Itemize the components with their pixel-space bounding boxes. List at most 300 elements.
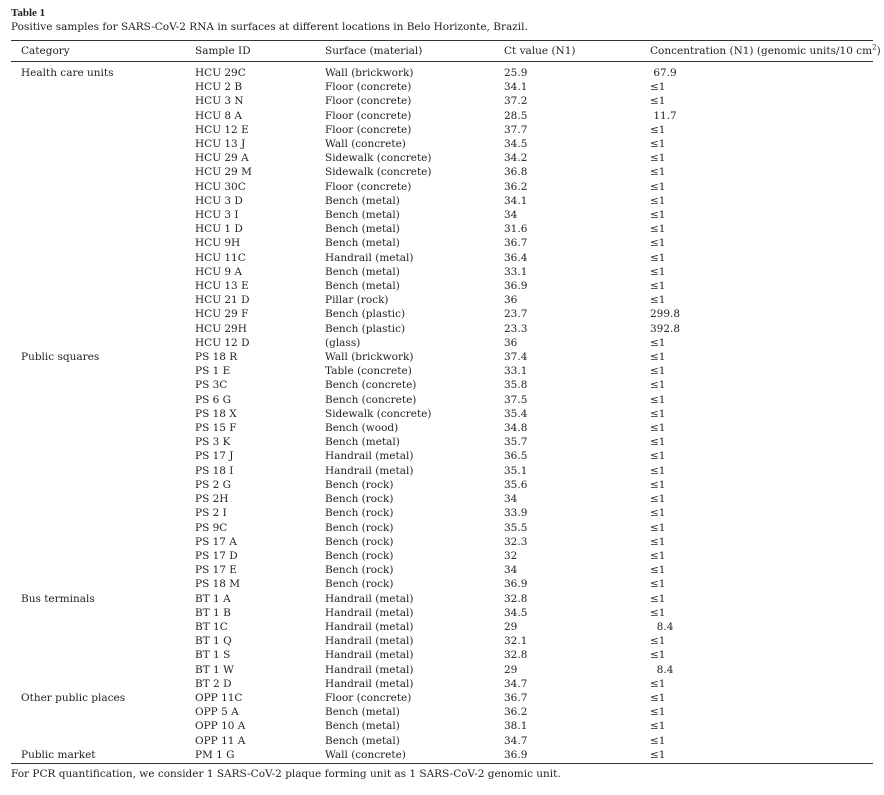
cell-concentration: 67.9 <box>650 67 677 79</box>
cell-ct-value: 34.5 <box>504 606 528 619</box>
cell-concentration: ≤1 <box>650 180 666 193</box>
cell-category <box>11 307 195 321</box>
cell-ct-value: 37.2 <box>504 95 528 108</box>
cell-ct-value: 36.9 <box>504 578 528 591</box>
table-footnote: For PCR quantification, we consider 1 SARS-CoV-2 plaque forming unit as 1 SARS-CoV-2 genomic unit. <box>11 767 561 780</box>
cell-sample-id: PS 3C <box>195 379 228 392</box>
cell-category: Public squares <box>21 351 100 364</box>
cell-surface: Wall (brickwork) <box>325 351 414 364</box>
cell-concentration: ≤1 <box>650 251 666 264</box>
cell-sample-id: PS 3 K <box>195 436 231 449</box>
cell-category <box>11 336 195 350</box>
cell-ct-value: 34.8 <box>504 422 528 435</box>
cell-ct-value: 35.1 <box>504 464 528 477</box>
table-caption: Positive samples for SARS-CoV-2 RNA in surfaces at different locations in Belo Horizonte, Brazil. <box>11 21 528 33</box>
cell-ct-value: 34.5 <box>504 138 528 151</box>
cell-ct-value: 34.2 <box>504 152 528 165</box>
table-row <box>11 151 873 165</box>
cell-ct-value: 36 <box>504 294 518 307</box>
cell-sample-id: BT 1C <box>195 620 228 633</box>
cell-ct-value: 34 <box>504 209 518 222</box>
table-row <box>11 563 873 577</box>
cell-surface: Bench (metal) <box>325 706 400 719</box>
table-row <box>11 165 873 179</box>
cell-category <box>11 492 195 506</box>
cell-surface: Bench (rock) <box>325 507 394 520</box>
cell-ct-value: 32.1 <box>504 635 528 648</box>
table-row <box>11 62 873 81</box>
table-row <box>11 521 873 535</box>
cell-ct-value: 34 <box>504 564 518 577</box>
cell-category <box>11 378 195 392</box>
cell-concentration: ≤1 <box>650 280 666 293</box>
cell-sample-id: HCU 29H <box>195 322 247 335</box>
cell-surface: Bench (metal) <box>325 194 400 207</box>
table-row <box>11 407 873 421</box>
cell-concentration: 8.4 <box>650 620 674 633</box>
cell-sample-id: PS 18 I <box>195 464 234 477</box>
table-row <box>11 94 873 108</box>
table-row <box>11 734 873 748</box>
cell-sample-id: HCU 3 N <box>195 95 244 108</box>
cell-ct-value: 35.7 <box>504 436 528 449</box>
table-row <box>11 322 873 336</box>
cell-surface: Bench (metal) <box>325 734 400 747</box>
cell-sample-id: BT 1 B <box>195 606 231 619</box>
cell-concentration: ≤1 <box>650 564 666 577</box>
cell-sample-id: HCU 29 M <box>195 166 252 179</box>
cell-sample-id: PS 17 A <box>195 535 237 548</box>
cell-sample-id: PS 2H <box>195 493 229 506</box>
cell-concentration: 392.8 <box>650 322 681 335</box>
cell-ct-value: 32.8 <box>504 649 528 662</box>
cell-category <box>11 648 195 662</box>
cell-surface: Floor (concrete) <box>325 109 412 122</box>
cell-sample-id: PS 2 I <box>195 507 227 520</box>
header-concentration <box>650 41 881 62</box>
samples-table <box>11 40 881 764</box>
cell-ct-value: 23.3 <box>504 322 528 335</box>
cell-category <box>11 620 195 634</box>
cell-category <box>11 393 195 407</box>
cell-concentration: ≤1 <box>650 549 666 562</box>
cell-concentration: ≤1 <box>650 521 666 534</box>
cell-category <box>11 421 195 435</box>
cell-sample-id: PS 18 X <box>195 407 237 420</box>
cell-category: Public market <box>21 748 96 761</box>
cell-sample-id: HCU 1 D <box>195 223 243 236</box>
cell-surface: Bench (plastic) <box>325 308 406 321</box>
table-row <box>11 393 873 407</box>
table-row <box>11 449 873 463</box>
cell-concentration: ≤1 <box>650 691 666 704</box>
cell-sample-id: PS 15 F <box>195 422 237 435</box>
cell-concentration: ≤1 <box>650 194 666 207</box>
cell-concentration: ≤1 <box>650 478 666 491</box>
cell-sample-id: PS 1 E <box>195 365 231 378</box>
table-row <box>11 577 873 591</box>
table-row <box>11 336 873 350</box>
header-concentration-close: ) <box>876 45 881 57</box>
cell-ct-value: 36.7 <box>504 237 528 250</box>
cell-category <box>11 279 195 293</box>
cell-surface: Handrail (metal) <box>325 450 414 463</box>
table-row <box>11 236 873 250</box>
cell-category <box>11 137 195 151</box>
header-row <box>11 41 873 62</box>
cell-surface: Bench (rock) <box>325 564 394 577</box>
cell-ct-value: 34.1 <box>504 81 528 94</box>
cell-ct-value: 36.5 <box>504 450 528 463</box>
cell-sample-id: OPP 5 A <box>195 706 239 719</box>
cell-concentration: ≤1 <box>650 379 666 392</box>
table-row <box>11 549 873 563</box>
table-row <box>11 350 873 364</box>
table-row <box>11 208 873 222</box>
cell-ct-value: 36.2 <box>504 706 528 719</box>
table-row <box>11 180 873 194</box>
cell-sample-id: OPP 11C <box>195 691 243 704</box>
cell-concentration: ≤1 <box>650 209 666 222</box>
cell-sample-id: HCU 29 A <box>195 152 249 165</box>
cell-surface: Bench (rock) <box>325 578 394 591</box>
cell-concentration: ≤1 <box>650 351 666 364</box>
cell-category <box>11 151 195 165</box>
header-ct-value: Ct value (N1) <box>504 45 576 57</box>
cell-surface: Wall (brickwork) <box>325 67 414 79</box>
cell-surface: Handrail (metal) <box>325 620 414 633</box>
header-sample-id: Sample ID <box>195 45 251 57</box>
cell-ct-value: 34.7 <box>504 677 528 690</box>
cell-category <box>11 194 195 208</box>
table-row <box>11 435 873 449</box>
cell-category <box>11 165 195 179</box>
cell-category <box>11 435 195 449</box>
cell-ct-value: 31.6 <box>504 223 528 236</box>
cell-surface: Bench (metal) <box>325 436 400 449</box>
cell-surface: Sidewalk (concrete) <box>325 407 432 420</box>
cell-category <box>11 236 195 250</box>
table-row <box>11 421 873 435</box>
cell-surface: Bench (metal) <box>325 265 400 278</box>
header-category: Category <box>21 45 70 57</box>
cell-surface: (glass) <box>325 336 361 349</box>
cell-concentration: ≤1 <box>650 166 666 179</box>
cell-category: Bus terminals <box>21 592 95 605</box>
cell-sample-id: HCU 12 D <box>195 336 250 349</box>
cell-ct-value: 32.3 <box>504 535 528 548</box>
cell-surface: Handrail (metal) <box>325 649 414 662</box>
cell-concentration: ≤1 <box>650 95 666 108</box>
cell-surface: Sidewalk (concrete) <box>325 166 432 179</box>
cell-sample-id: PS 18 R <box>195 351 238 364</box>
cell-surface: Floor (concrete) <box>325 180 412 193</box>
cell-concentration: ≤1 <box>650 407 666 420</box>
cell-surface: Handrail (metal) <box>325 251 414 264</box>
cell-surface: Bench (metal) <box>325 237 400 250</box>
cell-concentration: ≤1 <box>650 152 666 165</box>
header-surface: Surface (material) <box>325 45 423 57</box>
header-concentration-superscript: 2 <box>872 43 877 52</box>
cell-sample-id: HCU 2 B <box>195 81 243 94</box>
cell-category <box>11 634 195 648</box>
table-row <box>11 222 873 236</box>
table-row <box>11 748 873 764</box>
cell-ct-value: 37.4 <box>504 351 528 364</box>
cell-category <box>11 521 195 535</box>
table-header <box>11 41 881 62</box>
cell-category <box>11 109 195 123</box>
cell-category <box>11 606 195 620</box>
table-row <box>11 364 873 378</box>
cell-sample-id: BT 2 D <box>195 677 232 690</box>
cell-ct-value: 36.8 <box>504 166 528 179</box>
cell-surface: Bench (metal) <box>325 720 400 733</box>
cell-concentration: ≤1 <box>650 436 666 449</box>
cell-ct-value: 29 <box>504 620 518 633</box>
cell-category <box>11 705 195 719</box>
cell-surface: Wall (concrete) <box>325 748 406 761</box>
table-row <box>11 677 873 691</box>
cell-surface: Handrail (metal) <box>325 677 414 690</box>
cell-category <box>11 293 195 307</box>
cell-surface: Bench (concrete) <box>325 379 417 392</box>
cell-surface: Bench (rock) <box>325 549 394 562</box>
cell-sample-id: HCU 13 E <box>195 280 249 293</box>
cell-ct-value: 36.9 <box>504 748 528 761</box>
table-row <box>11 492 873 506</box>
cell-ct-value: 37.5 <box>504 393 528 406</box>
cell-concentration: ≤1 <box>650 535 666 548</box>
cell-sample-id: BT 1 Q <box>195 635 232 648</box>
table-row <box>11 691 873 705</box>
cell-surface: Bench (metal) <box>325 209 400 222</box>
cell-ct-value: 35.4 <box>504 407 528 420</box>
table-label: Table 1 <box>11 7 46 19</box>
cell-category: Health care units <box>21 67 114 79</box>
cell-sample-id: HCU 21 D <box>195 294 250 307</box>
table-row <box>11 606 873 620</box>
cell-ct-value: 29 <box>504 663 518 676</box>
cell-concentration: ≤1 <box>650 649 666 662</box>
cell-concentration: 299.8 <box>650 308 681 321</box>
cell-ct-value: 33.9 <box>504 507 528 520</box>
cell-concentration: ≤1 <box>650 365 666 378</box>
cell-category <box>11 577 195 591</box>
cell-surface: Bench (rock) <box>325 478 394 491</box>
table-row <box>11 109 873 123</box>
cell-ct-value: 37.7 <box>504 123 528 136</box>
cell-concentration: ≤1 <box>650 592 666 605</box>
cell-concentration: ≤1 <box>650 507 666 520</box>
table-row <box>11 592 873 606</box>
cell-concentration: ≤1 <box>650 138 666 151</box>
cell-ct-value: 36.4 <box>504 251 528 264</box>
cell-concentration: ≤1 <box>650 720 666 733</box>
cell-surface: Handrail (metal) <box>325 663 414 676</box>
table-row <box>11 634 873 648</box>
cell-concentration: ≤1 <box>650 677 666 690</box>
table-row <box>11 378 873 392</box>
cell-ct-value: 35.8 <box>504 379 528 392</box>
header-concentration-text: Concentration (N1) (genomic units/10 cm <box>650 45 873 57</box>
cell-sample-id: OPP 10 A <box>195 720 246 733</box>
cell-sample-id: PS 2 G <box>195 478 232 491</box>
table-row <box>11 506 873 520</box>
cell-sample-id: HCU 9H <box>195 237 241 250</box>
cell-category <box>11 464 195 478</box>
cell-sample-id: HCU 29C <box>195 67 246 79</box>
cell-category <box>11 208 195 222</box>
cell-surface: Bench (rock) <box>325 535 394 548</box>
cell-category <box>11 407 195 421</box>
cell-category <box>11 94 195 108</box>
cell-category <box>11 123 195 137</box>
cell-concentration: ≤1 <box>650 464 666 477</box>
cell-ct-value: 34 <box>504 493 518 506</box>
table-row <box>11 719 873 733</box>
cell-sample-id: PS 6 G <box>195 393 232 406</box>
cell-concentration: ≤1 <box>650 123 666 136</box>
table-row <box>11 265 873 279</box>
table-row <box>11 478 873 492</box>
table-container <box>11 7 881 781</box>
cell-category <box>11 549 195 563</box>
cell-ct-value: 23.7 <box>504 308 528 321</box>
cell-concentration: ≤1 <box>650 336 666 349</box>
table-row <box>11 705 873 719</box>
cell-surface: Bench (wood) <box>325 422 399 435</box>
cell-surface: Sidewalk (concrete) <box>325 152 432 165</box>
cell-category <box>11 719 195 733</box>
table-row <box>11 620 873 634</box>
table-row <box>11 293 873 307</box>
cell-surface: Handrail (metal) <box>325 464 414 477</box>
cell-sample-id: HCU 3 I <box>195 209 239 222</box>
cell-category <box>11 449 195 463</box>
cell-sample-id: OPP 11 A <box>195 734 246 747</box>
cell-surface: Handrail (metal) <box>325 592 414 605</box>
cell-concentration: ≤1 <box>650 748 666 761</box>
cell-ct-value: 36.7 <box>504 691 528 704</box>
cell-surface: Handrail (metal) <box>325 606 414 619</box>
cell-concentration: ≤1 <box>650 422 666 435</box>
cell-sample-id: HCU 9 A <box>195 265 242 278</box>
cell-surface: Bench (metal) <box>325 223 400 236</box>
cell-category <box>11 663 195 677</box>
cell-concentration: ≤1 <box>650 606 666 619</box>
cell-ct-value: 36 <box>504 336 518 349</box>
cell-concentration: 8.4 <box>650 663 674 676</box>
cell-surface: Floor (concrete) <box>325 691 412 704</box>
cell-ct-value: 33.1 <box>504 365 528 378</box>
cell-surface: Floor (concrete) <box>325 123 412 136</box>
table-row <box>11 279 873 293</box>
cell-concentration: ≤1 <box>650 265 666 278</box>
cell-category <box>11 535 195 549</box>
cell-sample-id: PS 17 D <box>195 549 238 562</box>
cell-category <box>11 322 195 336</box>
table-row <box>11 123 873 137</box>
cell-category <box>11 478 195 492</box>
cell-surface: Floor (concrete) <box>325 81 412 94</box>
cell-category <box>11 222 195 236</box>
cell-category <box>11 734 195 748</box>
table-row <box>11 535 873 549</box>
cell-sample-id: PS 17 J <box>195 450 234 463</box>
cell-surface: Table (concrete) <box>325 365 412 378</box>
cell-ct-value: 34.7 <box>504 734 528 747</box>
cell-surface: Wall (concrete) <box>325 138 406 151</box>
cell-concentration: ≤1 <box>650 450 666 463</box>
cell-sample-id: BT 1 S <box>195 649 231 662</box>
cell-concentration: ≤1 <box>650 734 666 747</box>
cell-surface: Pillar (rock) <box>325 294 389 307</box>
cell-category <box>11 677 195 691</box>
cell-surface: Bench (rock) <box>325 493 394 506</box>
cell-sample-id: HCU 29 F <box>195 308 249 321</box>
cell-concentration: ≤1 <box>650 706 666 719</box>
cell-sample-id: HCU 11C <box>195 251 246 264</box>
cell-concentration: ≤1 <box>650 294 666 307</box>
cell-concentration: ≤1 <box>650 223 666 236</box>
cell-sample-id: BT 1 W <box>195 663 234 676</box>
cell-ct-value: 32 <box>504 549 518 562</box>
cell-concentration: ≤1 <box>650 393 666 406</box>
cell-concentration: ≤1 <box>650 237 666 250</box>
table-row <box>11 251 873 265</box>
cell-category <box>11 180 195 194</box>
cell-sample-id: HCU 12 E <box>195 123 249 136</box>
table-row <box>11 194 873 208</box>
cell-ct-value: 36.2 <box>504 180 528 193</box>
cell-category <box>11 80 195 94</box>
table-row <box>11 137 873 151</box>
cell-ct-value: 38.1 <box>504 720 528 733</box>
cell-sample-id: HCU 3 D <box>195 194 243 207</box>
table-row <box>11 307 873 321</box>
cell-surface: Handrail (metal) <box>325 635 414 648</box>
cell-concentration: ≤1 <box>650 578 666 591</box>
cell-ct-value: 25.9 <box>504 67 528 79</box>
cell-concentration: 11.7 <box>650 109 677 122</box>
cell-ct-value: 36.9 <box>504 280 528 293</box>
cell-ct-value: 35.6 <box>504 478 528 491</box>
cell-surface: Bench (rock) <box>325 521 394 534</box>
cell-sample-id: PS 17 E <box>195 564 237 577</box>
table-row <box>11 663 873 677</box>
cell-ct-value: 35.5 <box>504 521 528 534</box>
cell-sample-id: HCU 8 A <box>195 109 242 122</box>
cell-sample-id: HCU 30C <box>195 180 246 193</box>
cell-ct-value: 28.5 <box>504 109 528 122</box>
cell-category: Other public places <box>21 691 126 704</box>
cell-ct-value: 33.1 <box>504 265 528 278</box>
cell-surface: Floor (concrete) <box>325 95 412 108</box>
cell-category <box>11 265 195 279</box>
cell-ct-value: 34.1 <box>504 194 528 207</box>
cell-sample-id: HCU 13 J <box>195 138 246 151</box>
table-body <box>11 62 873 764</box>
cell-category <box>11 506 195 520</box>
cell-category <box>11 563 195 577</box>
cell-surface: Bench (plastic) <box>325 322 406 335</box>
cell-sample-id: PS 9C <box>195 521 228 534</box>
cell-ct-value: 32.8 <box>504 592 528 605</box>
cell-surface: Bench (concrete) <box>325 393 417 406</box>
cell-surface: Bench (metal) <box>325 280 400 293</box>
table-row <box>11 464 873 478</box>
